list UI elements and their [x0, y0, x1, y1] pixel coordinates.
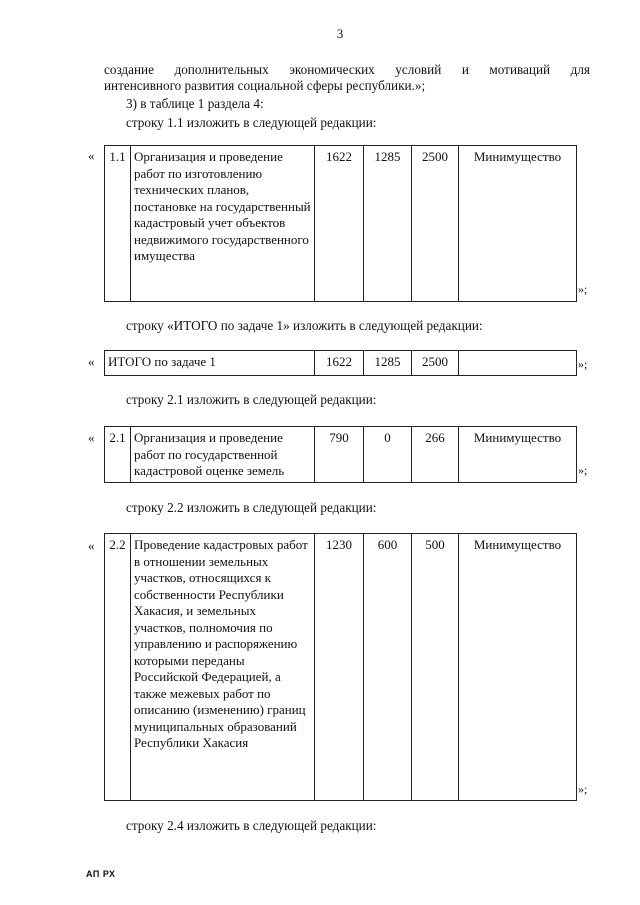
item-3: 3) в таблице 1 раздела 4: — [126, 96, 264, 111]
table-row-2-1 — [104, 426, 577, 483]
quote-open: « — [88, 148, 95, 163]
section-heading-2-2: строку 2.2 изложить в следующей редакции: — [126, 500, 377, 515]
row-value-3: 500 — [412, 534, 459, 801]
page-number: 3 — [336, 26, 344, 41]
row-name: ИТОГО по задаче 1 — [105, 351, 315, 376]
quote-open: « — [88, 354, 95, 369]
row-value-1: 1622 — [315, 146, 364, 302]
row-value-2: 0 — [364, 427, 412, 483]
section-heading-2-1: строку 2.1 изложить в следующей редакции: — [126, 392, 377, 407]
row-value-2: 1285 — [364, 146, 412, 302]
row-value-2: 600 — [364, 534, 412, 801]
section-heading-2-4: строку 2.4 изложить в следующей редакции: — [126, 818, 377, 833]
row-number: 2.1 — [105, 427, 131, 483]
row-value-1: 790 — [315, 427, 364, 483]
row-value-3: 266 — [412, 427, 459, 483]
row-value-3: 2500 — [412, 351, 459, 376]
quote-open: « — [88, 538, 95, 553]
row-number: 1.1 — [105, 146, 131, 302]
section-heading-total: строку «ИТОГО по задаче 1» изложить в следующей редакции: — [126, 318, 483, 333]
intro-line-1: создание дополнительных экономических условий и мотиваций для — [104, 62, 590, 77]
table-row-total — [104, 350, 577, 376]
row-number: 2.2 — [105, 534, 131, 801]
row-value-3: 2500 — [412, 146, 459, 302]
quote-close: »; — [578, 463, 588, 477]
row-executor: Минимущество — [459, 146, 577, 302]
quote-close: »; — [578, 282, 588, 296]
row-executor: Минимущество — [459, 534, 577, 801]
row-name: Проведение кадастровых работ в отношении земельных участков, относящихся к собственности Республики Хакасия, и земельных участков, полномочия по управлению и распоряжению которыми переданы Российской Федерацией, а также межевых работ по описанию (изменению) границ муниципальных образований Республики Хакасия — [131, 534, 315, 801]
row-value-2: 1285 — [364, 351, 412, 376]
row-name: Организация и проведение работ по изготовлению технических планов, постановке на государственный кадастровый учет объектов недвижимого государственного имущества — [131, 146, 315, 302]
row-value-1: 1622 — [315, 351, 364, 376]
row-executor — [459, 351, 577, 376]
quote-close: »; — [578, 357, 588, 371]
intro-line-2: интенсивного развития социальной сферы республики.»; — [104, 78, 426, 93]
table-row-1-1 — [104, 145, 577, 302]
quote-close: »; — [578, 782, 588, 796]
table-row-2-2 — [104, 533, 577, 801]
section-heading-1-1: строку 1.1 изложить в следующей редакции: — [126, 115, 377, 130]
row-name: Организация и проведение работ по государственной кадастровой оценке земель — [131, 427, 315, 483]
row-executor: Минимущество — [459, 427, 577, 483]
quote-open: « — [88, 430, 95, 445]
row-value-1: 1230 — [315, 534, 364, 801]
footer-stamp: АП РХ — [86, 869, 116, 879]
